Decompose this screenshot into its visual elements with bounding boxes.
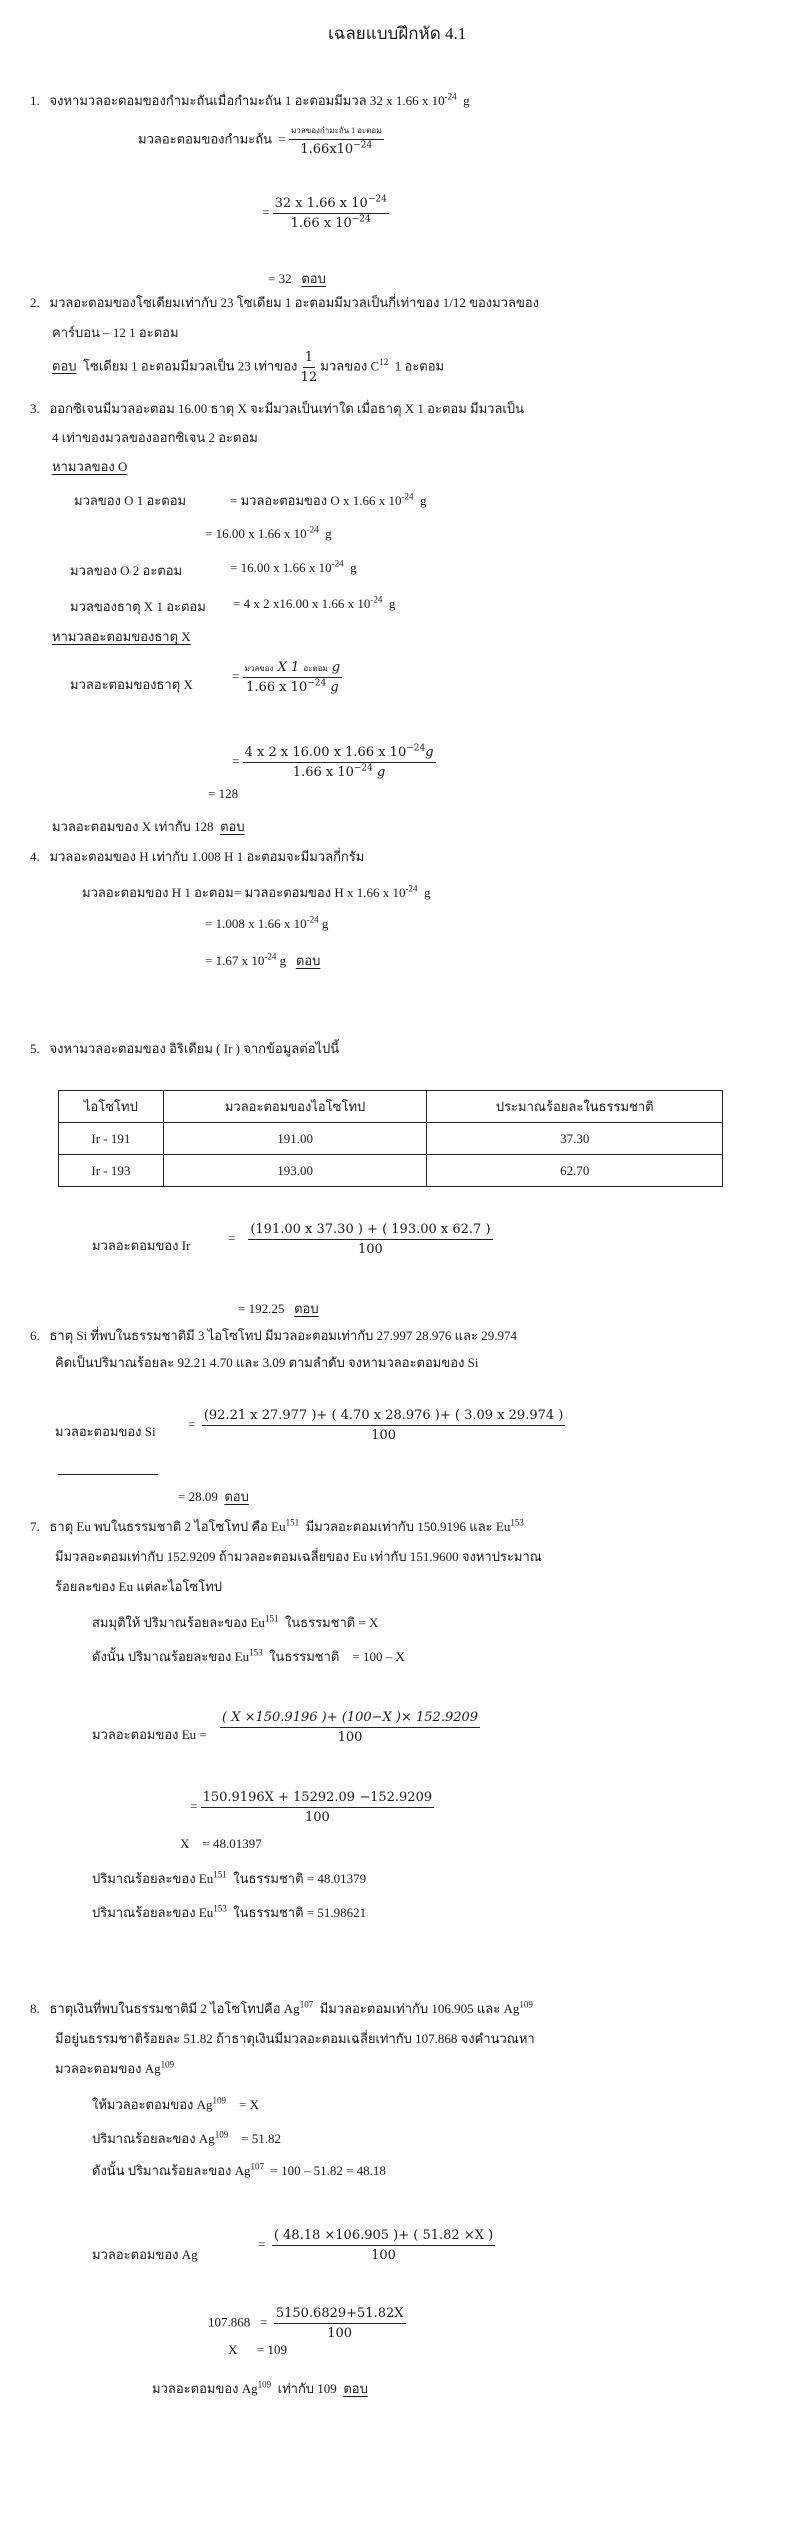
q1-fraction-2: $\frac{32 x 1.66 x 10^{-24}}{1.66 x 10^{-24}}$ xyxy=(274,194,387,231)
q8-equation-1: = $\frac{( 48.18 \times 106.905 )+ ( 51.82 \times X )}{100}$ xyxy=(258,2228,494,2263)
q6-lhs: มวลอะตอมของ Si xyxy=(55,1424,156,1439)
q6-question-line1: 6. ธาตุ Si ที่พบในธรรมชาติมี 3 ไอโซโทป มีมวลอะตอมเท่ากับ 27.997 28.976 และ 29.974 xyxy=(30,1328,517,1343)
table-cell: Ir - 191 xyxy=(59,1123,164,1155)
q3-question-line2: 4 เท่าของมวลของออกซิเจน 2 อะตอม xyxy=(52,430,258,445)
q7-fraction-2: $\frac{150.9196X + 15292.09 -152.9209}{100}$ xyxy=(202,1790,433,1825)
table-cell: 62.70 xyxy=(427,1155,723,1187)
q3-heading-2: หามวลอะตอมของธาตุ X xyxy=(52,629,191,644)
q3-equation-frac-2: = $\frac{4 x 2 x 16.00 x 1.66 x 10^{-24}g}{1.66 x 10^{-24} g}$ xyxy=(232,743,434,780)
q3-fraction-2: $\frac{4 x 2 x 16.00 x 1.66 x 10^{-24}g}{1.66 x 10^{-24} g}$ xyxy=(244,743,434,780)
q3-row-value-1: = มวลอะตอมของ O x 1.66 x $10^{-24}$ g xyxy=(230,491,427,508)
q3-row-label-4: มวลของธาตุ X 1 อะตอม xyxy=(70,599,206,614)
q8-step-3: ดังนั้น ปริมาณร้อยละของ Ag$^{107}$ = 100 – 51.82 = 48.18 xyxy=(92,2161,386,2178)
q6-equation: = $\frac{(92.21 x 27.977 )+ ( 4.70 x 28.976 )+ ( 3.09 x 29.974 )}{100}$ xyxy=(188,1408,564,1443)
q1-result: = 32 ตอบ xyxy=(268,271,326,286)
q8-fraction-1: $\frac{( 48.18 \times 106.905 )+ ( 51.82 \times X )}{100}$ xyxy=(273,2228,494,2263)
q1-number: 1. xyxy=(30,93,40,108)
q2-question-line1: 2. มวลอะตอมของโซเดียมเท่ากับ 23 โซเดียม 1 อะตอมมีมวลเป็นกี่เท่าของ 1/12 ของมวลของ xyxy=(30,295,540,310)
q4-question: 4. มวลอะตอมของ H เท่ากับ 1.008 H 1 อะตอมจะมีมวลกี่กรัม xyxy=(30,849,365,864)
q1-equation-1: มวลอะตอมของกำมะถัน = $\frac{\text{มวลของกำมะถัน 1 อะตอม}}{1.66x10^{-24}}$ xyxy=(138,126,382,157)
divider-line xyxy=(58,1474,158,1475)
q5-result: = 192.25 ตอบ xyxy=(238,1301,319,1316)
q7-equation-1 xyxy=(220,1710,480,1745)
q2-question-line2: คาร์บอน – 12 1 อะตอม xyxy=(52,325,179,340)
q7-equation-2: = $\frac{150.9196X + 15292.09 -152.9209}{100}$ xyxy=(190,1790,433,1825)
q7-assume: สมมุติให้ ปริมาณร้อยละของ Eu$^{151}$ ในธรรมชาติ = X xyxy=(92,1613,379,1630)
q4-row-1: = มวลอะตอมของ H x 1.66 x $10^{-24}$ g xyxy=(234,883,431,900)
q8-fraction-2: $\frac{5150.6829+51.82X}{100}$ xyxy=(275,2306,404,2341)
q8-equation-2: 107.868 = $\frac{5150.6829+51.82X}{100}$ xyxy=(208,2306,404,2341)
q3-row-label-5: มวลอะตอมของธาตุ X xyxy=(70,677,193,692)
q5-lhs: มวลอะตอมของ Ir xyxy=(92,1238,191,1253)
q2-answer: ตอบ โซเดียม 1 อะตอมมีมวลเป็น 23 เท่าของ $\frac{1}{12}$ มวลของ $C^{12}$ 1 อะตอม xyxy=(52,350,445,385)
table-header: ประมาณร้อยละในธรรมชาติ xyxy=(427,1091,723,1123)
q8-x-value: X = 109 xyxy=(228,2342,287,2357)
q7-lhs: มวลอะตอมของ Eu = xyxy=(92,1727,207,1742)
isotope-table xyxy=(58,1090,723,1187)
q8-lhs: มวลอะตอมของ Ag xyxy=(92,2247,198,2262)
table-cell: Ir - 193 xyxy=(59,1155,164,1187)
table-row xyxy=(59,1123,723,1155)
q7-question-line3: ร้อยละของ Eu แต่ละไอโซโทป xyxy=(55,1579,223,1594)
q5-fraction: $\frac{(191.00 x 37.30 ) + ( 193.00 x 62.7 )}{100}$ xyxy=(250,1222,491,1257)
q7-percent-151: ปริมาณร้อยละของ Eu$^{151}$ ในธรรมชาติ = 48.01379 xyxy=(92,1869,367,1886)
q8-question-line1: 8. ธาตุเงินที่พบในธรรมชาติมี 2 ไอโซโทปคือ Ag$^{107}$ มีมวลอะตอมเท่ากับ 106.905 และ Ag$^{109}$ xyxy=(30,1999,533,2016)
table-row xyxy=(59,1155,723,1187)
q3-conclusion: มวลอะตอมของ X เท่ากับ 128 ตอบ xyxy=(52,819,245,834)
q7-question-line2: มีมวลอะตอมเท่ากับ 152.9209 ถ้ามวลอะตอมเฉลี่ยของ Eu เท่ากับ 151.9600 จงหาประมาณ xyxy=(55,1549,542,1564)
q3-row-value-3: = 16.00 x 1.66 x $10^{-24}$ g xyxy=(230,558,357,575)
q3-row-value-4: = 4 x 2 x16.00 x 1.66 x $10^{-24}$ g xyxy=(233,594,396,611)
q3-row-label-3: มวลของ O 2 อะตอม xyxy=(70,563,183,578)
q7-question-line1: 7. ธาตุ Eu พบในธรรมชาติ 2 ไอโซโทป คือ Eu$^{151}$ มีมวลอะตอมเท่ากับ 150.9196 และ Eu$^{153}$ xyxy=(30,1517,524,1534)
q8-question-line3: มวลอะตอมของ Ag$^{109}$ xyxy=(55,2059,175,2076)
q7-fraction-1: $\frac{( X \times 150.9196 )+ (100-X )\times 152.9209}{100}$ xyxy=(222,1710,479,1745)
q6-question-line2: คิดเป็นปริมาณร้อยละ 92.21 4.70 และ 3.09 ตามลำดับ จงหามวลอะตอมของ Si xyxy=(55,1355,479,1370)
q6-result: = 28.09 ตอบ xyxy=(178,1489,249,1504)
table-cell: 191.00 xyxy=(163,1123,427,1155)
q5-question: 5. จงหามวลอะตอมของ อิริเดียม ( Ir ) จากข้อมูลต่อไปนี้ xyxy=(30,1041,340,1056)
q3-result: = 128 xyxy=(208,786,239,801)
q1-question: 1. จงหามวลอะตอมของกำมะถันเมื่อกำมะถัน 1 อะตอมมีมวล 32 x 1.66 x $10^{-24}$ g xyxy=(30,91,470,108)
q1-fraction-1: $\frac{\text{มวลของกำมะถัน 1 อะตอม}}{1.66x10^{-24}}$ xyxy=(291,126,382,157)
q3-row-label-1: มวลของ O 1 อะตอม xyxy=(74,493,187,508)
q3-row-value-2: = 16.00 x 1.66 x $10^{-24}$ g xyxy=(205,524,332,541)
page-title: เฉลยแบบฝึกหัด 4.1 xyxy=(328,24,467,43)
q1-equation-2: = $\frac{32 x 1.66 x 10^{-24}}{1.66 x 10^{-24}}$ xyxy=(262,194,387,231)
table-cell: 37.30 xyxy=(427,1123,723,1155)
q8-step-2: ปริมาณร้อยละของ Ag$^{109}$ = 51.82 xyxy=(92,2129,282,2146)
q3-fraction-1: $\frac{\text{มวลของ X 1 อะตอม g}}{1.66 x 10^{-24} g}$ xyxy=(244,660,341,695)
q4-row-2: = 1.008 x 1.66 x $10^{-24}$ g xyxy=(205,914,329,931)
q2-fraction: $\frac{1}{12}$ xyxy=(300,350,318,385)
q3-question-line1: 3. ออกซิเจนมีมวลอะตอม 16.00 ธาตุ X จะมีมวลเป็นเท่าใด เมื่อธาตุ X 1 อะตอม มีมวลเป็น xyxy=(30,401,525,416)
table-header: มวลอะตอมของไอโซโทป xyxy=(163,1091,427,1123)
q4-lhs: มวลอะตอมของ H 1 อะตอม xyxy=(82,885,234,900)
q7-percent-153: ปริมาณร้อยละของ Eu$^{153}$ ในธรรมชาติ = 51.98621 xyxy=(92,1903,367,1920)
q7-x-value: X = 48.01397 xyxy=(180,1836,262,1851)
table-cell: 193.00 xyxy=(163,1155,427,1187)
table-header-row xyxy=(59,1091,723,1123)
q8-step-1: ให้มวลอะตอมของ Ag$^{109}$ = X xyxy=(92,2095,260,2112)
q5-equation: = $\frac{(191.00 x 37.30 ) + ( 193.00 x 62.7 )}{100}$ xyxy=(228,1222,491,1257)
q6-fraction: $\frac{(92.21 x 27.977 )+ ( 4.70 x 28.976 )+ ( 3.09 x 29.974 )}{100}$ xyxy=(203,1408,564,1443)
q7-therefore: ดังนั้น ปริมาณร้อยละของ Eu$^{153}$ ในธรรมชาติ = 100 – X xyxy=(92,1647,405,1664)
q8-conclusion: มวลอะตอมของ Ag$^{109}$ เท่ากับ 109 ตอบ xyxy=(152,2379,368,2396)
q3-heading-1: หามวลของ O xyxy=(52,459,128,474)
q8-question-line2: มีอยู่นธรรมชาติร้อยละ 51.82 ถ้าธาตุเงินมีมวลอะตอมเฉลี่ยเท่ากับ 107.868 จงคำนวณหา xyxy=(55,2031,535,2046)
q3-equation-frac-1: = $\frac{\text{มวลของ X 1 อะตอม g}}{1.66 x 10^{-24} g}$ xyxy=(232,660,341,695)
table-header: ไอโซโทป xyxy=(59,1091,164,1123)
answer-label: ตอบ xyxy=(301,271,326,286)
q4-row-3: = 1.67 x $10^{-24}$ g ตอบ xyxy=(205,951,321,968)
